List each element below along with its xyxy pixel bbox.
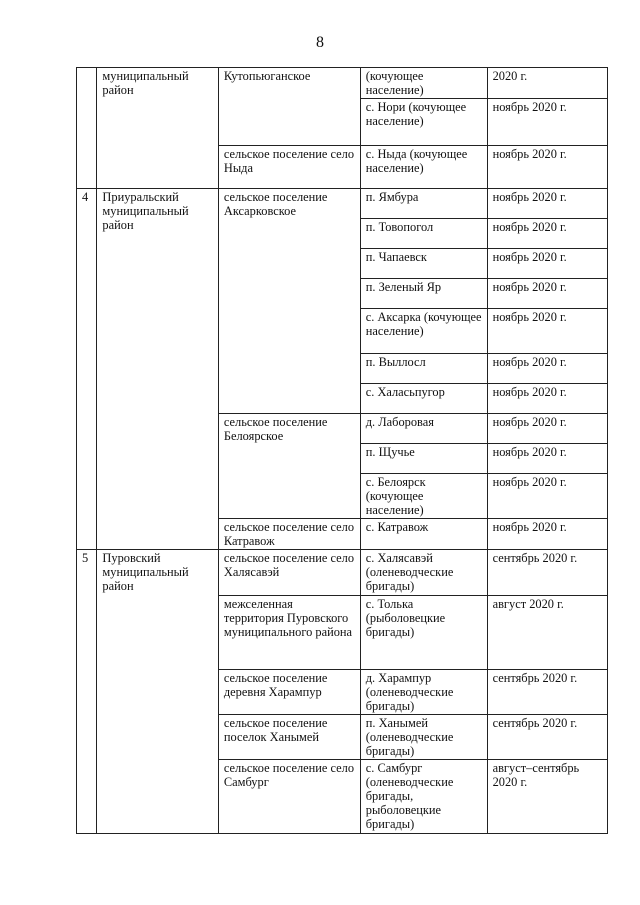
schedule-table xyxy=(76,67,608,834)
settlement-cell: сельское поселение село Ныда xyxy=(218,146,360,189)
date-cell: ноябрь 2020 г. xyxy=(487,146,607,189)
date-cell: ноябрь 2020 г. xyxy=(487,474,607,519)
settlement-cell: сельское поселение село Катравож xyxy=(218,519,360,550)
locality-cell: с. Аксарка (кочующее население) xyxy=(360,309,487,354)
locality-cell: п. Чапаевск xyxy=(360,249,487,279)
date-cell: август 2020 г. xyxy=(487,596,607,670)
locality-cell: (кочующее население) xyxy=(360,68,487,99)
locality-cell: с. Нори (кочующее население) xyxy=(360,99,487,146)
locality-cell: д. Харампур (оленеводческие бригады) xyxy=(360,670,487,715)
date-cell: ноябрь 2020 г. xyxy=(487,384,607,414)
locality-cell: д. Лаборовая xyxy=(360,414,487,444)
date-cell: ноябрь 2020 г. xyxy=(487,519,607,550)
locality-cell: п. Товопогол xyxy=(360,219,487,249)
settlement-cell: Кутопьюганское xyxy=(218,68,360,146)
table-row xyxy=(77,189,608,219)
date-cell: ноябрь 2020 г. xyxy=(487,249,607,279)
date-cell: ноябрь 2020 г. xyxy=(487,354,607,384)
row-number: 5 xyxy=(77,550,97,834)
locality-cell: п. Щучье xyxy=(360,444,487,474)
settlement-cell: межселенная территория Пуровского муниципального района xyxy=(218,596,360,670)
district-cell: Пуровский муниципальный район xyxy=(97,550,218,834)
settlement-cell: сельское поселение село Самбург xyxy=(218,760,360,834)
settlement-cell: сельское поселение Белоярское xyxy=(218,414,360,519)
date-cell: 2020 г. xyxy=(487,68,607,99)
locality-cell: с. Белоярск (кочующее население) xyxy=(360,474,487,519)
settlement-cell: сельское поселение Аксарковское xyxy=(218,189,360,414)
district-cell: муниципальный район xyxy=(97,68,218,189)
locality-cell: с. Толька (рыболовецкие бригады) xyxy=(360,596,487,670)
table-row xyxy=(77,550,608,596)
date-cell: ноябрь 2020 г. xyxy=(487,309,607,354)
locality-cell: с. Ныда (кочующее население) xyxy=(360,146,487,189)
locality-cell: п. Ханымей (оленеводческие бригады) xyxy=(360,715,487,760)
district-cell: Приуральский муниципальный район xyxy=(97,189,218,550)
date-cell: август–сентябрь 2020 г. xyxy=(487,760,607,834)
date-cell: ноябрь 2020 г. xyxy=(487,444,607,474)
page-number: 8 xyxy=(316,34,324,51)
table-row xyxy=(77,68,608,99)
date-cell: ноябрь 2020 г. xyxy=(487,219,607,249)
date-cell: сентябрь 2020 г. xyxy=(487,550,607,596)
date-cell: ноябрь 2020 г. xyxy=(487,279,607,309)
locality-cell: п. Зеленый Яр xyxy=(360,279,487,309)
locality-cell: с. Халасьпугор xyxy=(360,384,487,414)
date-cell: сентябрь 2020 г. xyxy=(487,715,607,760)
settlement-cell: сельское поселение деревня Харампур xyxy=(218,670,360,715)
row-number: 4 xyxy=(77,189,97,550)
locality-cell: п. Ямбура xyxy=(360,189,487,219)
date-cell: сентябрь 2020 г. xyxy=(487,670,607,715)
settlement-cell: сельское поселение село Халясавэй xyxy=(218,550,360,596)
locality-cell: п. Выллосл xyxy=(360,354,487,384)
locality-cell: с. Халясавэй (оленеводческие бригады) xyxy=(360,550,487,596)
date-cell: ноябрь 2020 г. xyxy=(487,414,607,444)
row-number xyxy=(77,68,97,189)
locality-cell: с. Катравож xyxy=(360,519,487,550)
locality-cell: с. Самбург (оленеводческие бригады, рыболовецкие бригады) xyxy=(360,760,487,834)
date-cell: ноябрь 2020 г. xyxy=(487,189,607,219)
settlement-cell: сельское поселение поселок Ханымей xyxy=(218,715,360,760)
date-cell: ноябрь 2020 г. xyxy=(487,99,607,146)
